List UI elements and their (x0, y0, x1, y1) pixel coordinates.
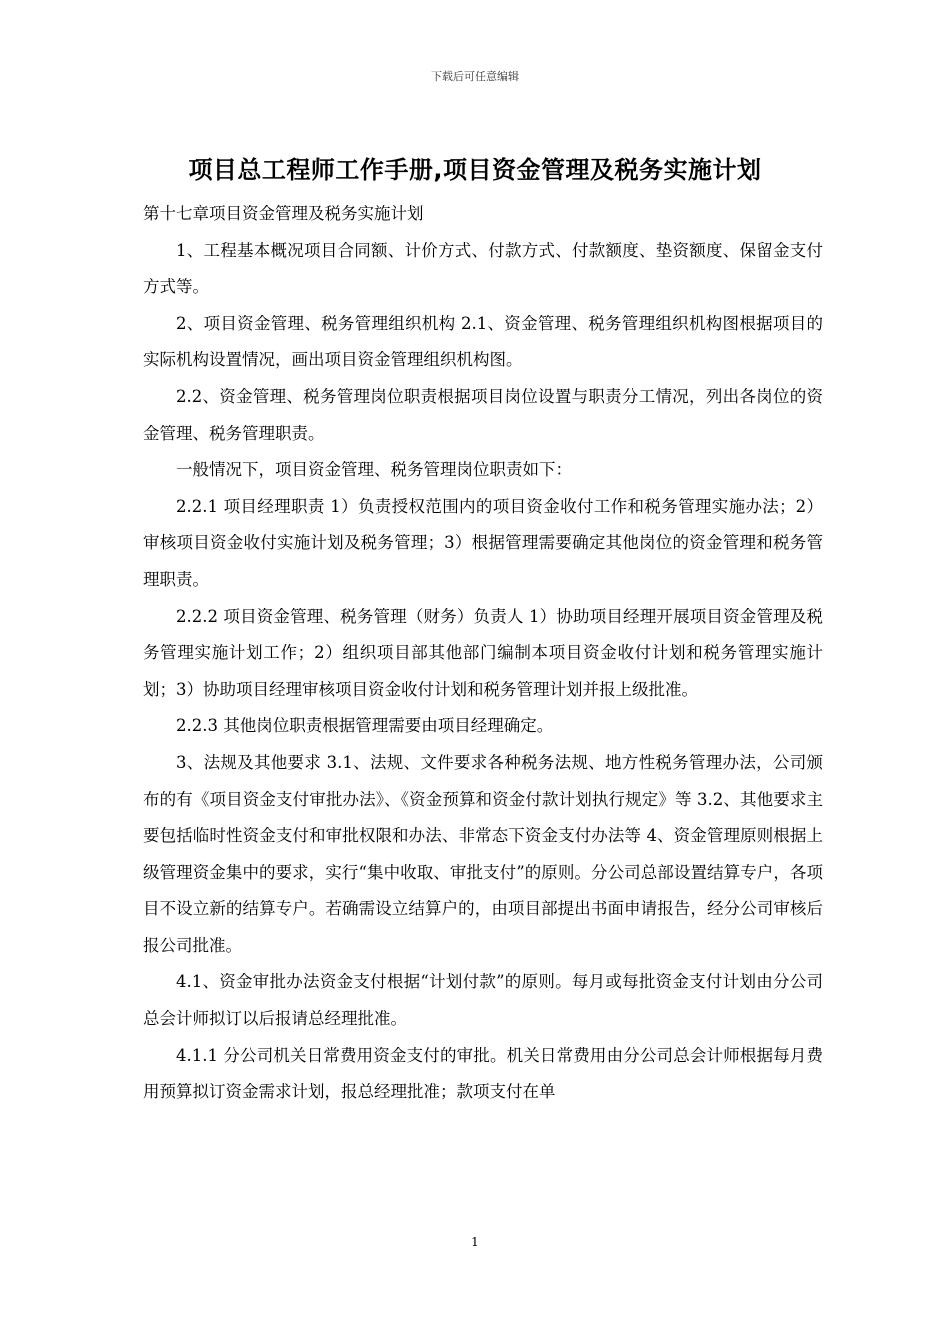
body-paragraph: 4.1、资金审批办法资金支付根据“计划付款”的原则。每月或每批资金支付计划由分公司总会计师拟订以后报请总经理批准。 (143, 972, 823, 1029)
body-paragraph: 2.2.3 其他岗位职责根据管理需要由项目经理确定。 (176, 716, 554, 736)
header-note: 下载后可任意编辑 (431, 70, 519, 83)
body-paragraph: 2.2.1 项目经理职责 1）负责授权范围内的项目资金收付工作和税务管理实施办法；2）审核项目资金收付实施计划及税务管理；3）根据管理需要确定其他岗位的资金管理和税务管理职责。 (143, 496, 823, 589)
body-paragraph: 1、工程基本概况项目合同额、计价方式、付款方式、付款额度、垫资额度、保留金支付方式等。 (143, 240, 823, 297)
chapter-heading: 第十七章项目资金管理及税务实施计划 (143, 204, 424, 223)
page-number: 1 (471, 1235, 479, 1249)
document-title: 项目总工程师工作手册,项目资金管理及税务实施计划 (188, 156, 762, 184)
body-paragraph: 4.1.1 分公司机关日常费用资金支付的审批。机关日常费用由分公司总会计师根据每月费用预算拟订资金需求计划，报总经理批准；款项支付在单 (143, 1045, 823, 1102)
body-paragraph: 2.2.2 项目资金管理、税务管理（财务）负责人 1）协助项目经理开展项目资金管理及税务管理实施计划工作；2）组织项目部其他部门编制本项目资金收付计划和税务管理实施计划；3）协助项目经理审核项目资金收付计划和税务管理计划并报上级批准。 (143, 606, 823, 699)
body-paragraph: 一般情况下，项目资金管理、税务管理岗位职责如下： (176, 460, 572, 480)
body-paragraph: 2、项目资金管理、税务管理组织机构 2.1、资金管理、税务管理组织机构图根据项目的实际机构设置情况，画出项目资金管理组织机构图。 (143, 313, 823, 370)
document-body (143, 196, 823, 1111)
body-paragraph: 3、法规及其他要求 3.1、法规、文件要求各种税务法规、地方性税务管理办法，公司颁布的有《项目资金支付审批办法》、《资金预算和资金付款计划执行规定》等 3.2、其他要求主要包括临时性资金支付和审批权限和办法、非常态下资金支付办法等 4、资金管理原则根据上级管理资金集中的要求，实行“集中收取、审批支付”的原则。分公司总部设置结算专户，各项目不设立新的结算专户。若确需设立结算户的，由项目部提出书面申请报告，经分公司审核后报公司批准。 (143, 752, 823, 955)
body-paragraph: 2.2、资金管理、税务管理岗位职责根据项目岗位设置与职责分工情况，列出各岗位的资金管理、税务管理职责。 (143, 386, 823, 443)
